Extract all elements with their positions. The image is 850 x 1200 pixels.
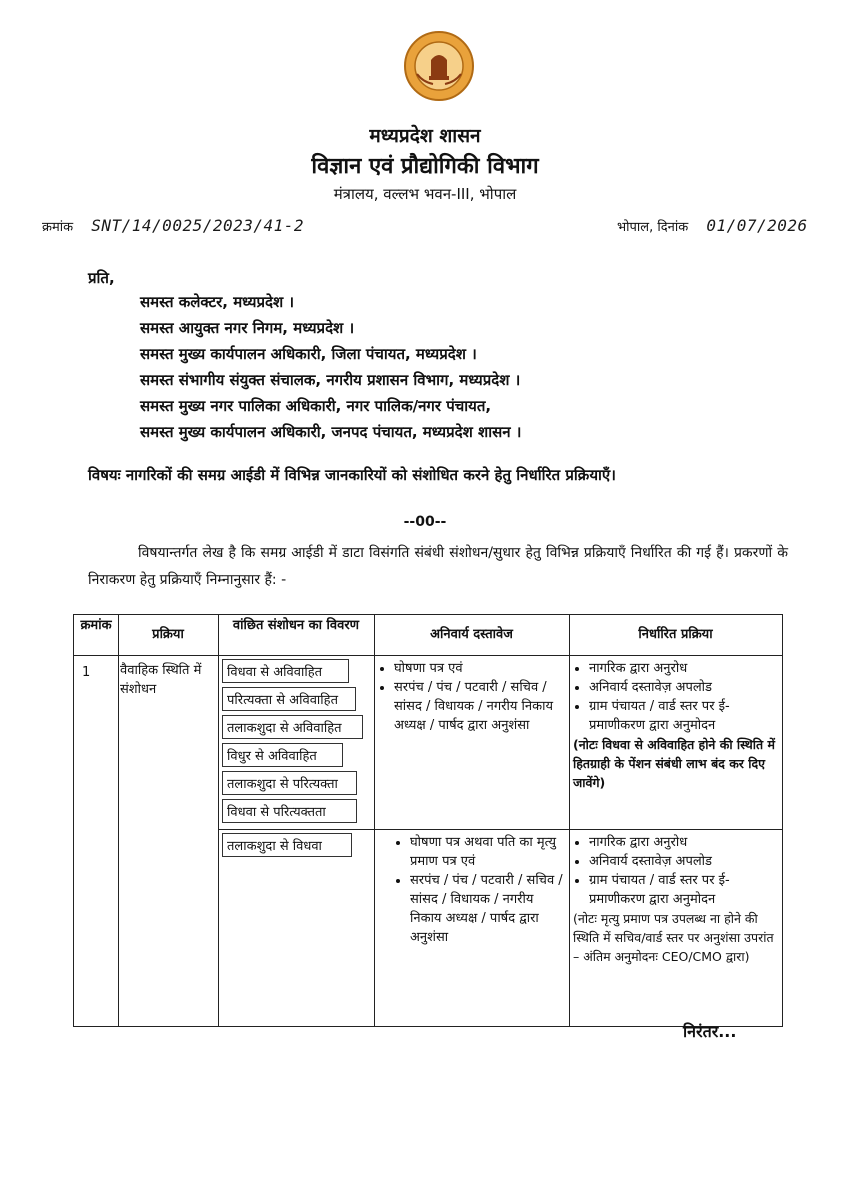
- intro-paragraph: विषयान्तर्गत लेख है कि समग्र आईडी में डाटा विसंगति संबंधी संशोधन/सुधार हेतु विभिन्न प्रक्रियाएँ निर्धारित की गई हैं। प्रकरणों के निराकरण हेतु प्रक्रियाएँ निम्नानुसार हैं: -: [88, 545, 788, 588]
- recipient-item: समस्त संभागीय संयुक्त संचालक, नगरीय प्रशासन विभाग, मध्यप्रदेश ।: [140, 371, 521, 389]
- document-item: • घोषणा पत्र एवं: [394, 659, 564, 678]
- department-title: विज्ञान एवं प्रौद्योगिकी विभाग: [311, 154, 539, 179]
- recipient-item: समस्त मुख्य कार्यपालन अधिकारी, जनपद पंचायत, मध्यप्रदेश शासन ।: [140, 423, 522, 441]
- date-label: भोपाल, दिनांक: [617, 220, 689, 235]
- document-item: • घोषणा पत्र अथवा पति का मृत्यु प्रमाण पत्र एवं: [410, 833, 566, 871]
- procedure-table: [73, 614, 783, 1027]
- change-item-label: तलाकशुदा से परित्यक्ता: [227, 777, 338, 792]
- continued-label: निरंतर...: [683, 1022, 737, 1041]
- office-address: मंत्रालय, वल्लभ भवन-III, भोपाल: [333, 185, 517, 203]
- process-note: (नोटः मृत्यु प्रमाण पत्र उपलब्ध ना होने की स्थिति में सचिव/वार्ड स्तर पर अनुशंसा उपरांत – अंतिम अनुमोदनः CEO/CMO द्वारा): [573, 911, 774, 964]
- prescribed-process: [573, 833, 781, 966]
- change-item-label: परित्यक्ता से अविवाहित: [227, 693, 338, 708]
- date-value: 01/07/2026: [706, 216, 808, 235]
- process-step: • अनिवार्य दस्तावेज़ अपलोड: [589, 678, 781, 697]
- mp-government-emblem-icon: [403, 30, 475, 102]
- recipient-item: समस्त आयुक्त नगर निगम, मध्यप्रदेश ।: [140, 319, 355, 337]
- prescribed-process: [573, 659, 781, 792]
- process-step: • ग्राम पंचायत / वार्ड स्तर पर ई-प्रमाणीकरण द्वारा अनुमोदन: [589, 697, 781, 735]
- recipient-item: समस्त मुख्य नगर पालिका अधिकारी, नगर पालिक/नगर पंचायत,: [140, 397, 492, 415]
- change-item-label: विधवा से परित्यक्तता: [227, 805, 326, 820]
- recipient-item: समस्त मुख्य कार्यपालन अधिकारी, जिला पंचायत, मध्यप्रदेश ।: [140, 345, 477, 363]
- reference-number: [42, 216, 304, 235]
- header-prakriya: प्रक्रिया: [152, 627, 184, 642]
- header-nirdharit: निर्धारित प्रक्रिया: [638, 627, 713, 642]
- process-step: • ग्राम पंचायत / वार्ड स्तर पर ई-प्रमाणीकरण द्वारा अनुमोदन: [589, 871, 781, 909]
- change-item-label: तलाकशुदा से अविवाहित: [227, 721, 342, 736]
- header-vivaran: वांछित संशोधन का विवरण: [232, 618, 360, 633]
- reference-date: [617, 216, 808, 235]
- separator: --00--: [403, 514, 447, 530]
- header-dastavej: अनिवार्य दस्तावेज: [430, 627, 513, 642]
- kramank-value: SNT/14/0025/2023/41-2: [91, 216, 305, 235]
- header-kramank: क्रमांक: [80, 618, 112, 633]
- process-step: • अनिवार्य दस्तावेज़ अपलोड: [589, 852, 781, 871]
- recipient-item: समस्त कलेक्टर, मध्यप्रदेश ।: [140, 293, 295, 311]
- change-item-label: विधुर से अविवाहित: [227, 749, 317, 764]
- subject-line: विषयः नागरिकों की समग्र आईडी में विभिन्न जानकारियों को संशोधित करने हेतु निर्धारित प्रक्रियाएँ।: [88, 466, 616, 484]
- required-documents: [378, 659, 564, 735]
- process-step: • नागरिक द्वारा अनुरोध: [589, 833, 781, 852]
- change-item-label: विधवा से अविवाहित: [227, 665, 323, 680]
- row-kramank: 1: [82, 665, 91, 680]
- document-item: • सरपंच / पंच / पटवारी / सचिव / सांसद / विधायक / नगरीय निकाय अध्यक्ष / पार्षद द्वारा अनुशंसा: [394, 678, 564, 735]
- prati-label: प्रति,: [88, 269, 115, 287]
- change-item-label: तलाकशुदा से विधवा: [227, 839, 322, 854]
- kramank-label: क्रमांक: [42, 220, 74, 235]
- government-title: मध्यप्रदेश शासन: [369, 125, 481, 147]
- process-step: • नागरिक द्वारा अनुरोध: [589, 659, 781, 678]
- row-prakriya: वैवाहिक स्थिति में संशोधन: [120, 663, 202, 697]
- process-note: (नोटः विधवा से अविवाहित होने की स्थिति में हितग्राही के पेंशन संबंधी लाभ बंद कर दिए जावेंगे): [573, 737, 775, 790]
- document-item: • सरपंच / पंच / पटवारी / सचिव / सांसद / विधायक / नगरीय निकाय अध्यक्ष / पार्षद द्वारा अनुशंसा: [410, 871, 566, 947]
- required-documents: [394, 833, 566, 947]
